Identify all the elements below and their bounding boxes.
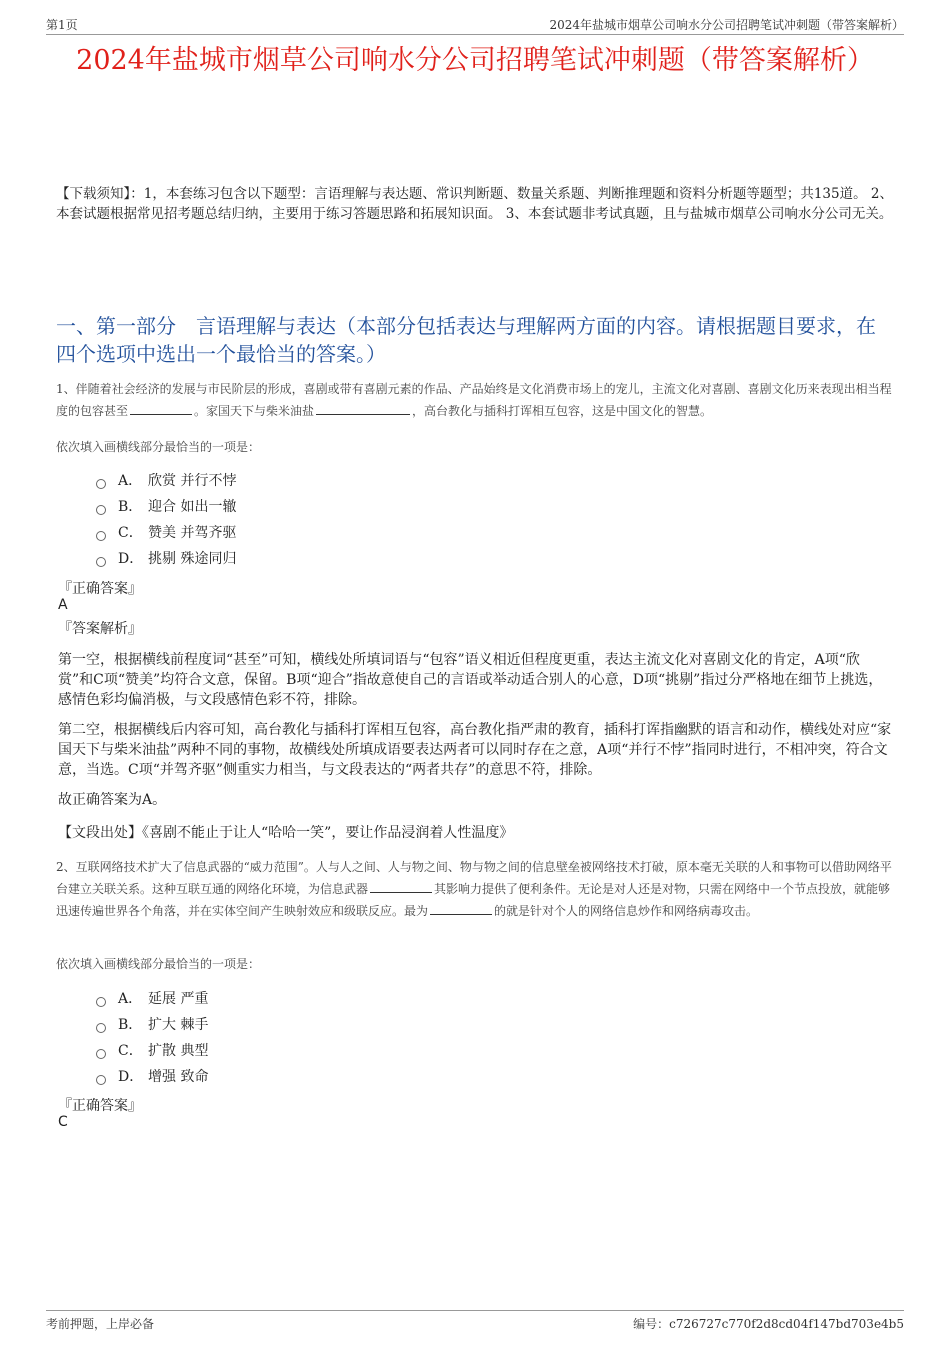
analysis-paragraph-2: 第二空，根据横线后内容可知，高台教化与插科打诨相互包容，高台教化指严肃的教育，插科打诨指幽默的语言和动作，横线处对应“家国天下与柴米油盐”两种不同的事物，故横线处所填成语要表达两者可以同时存在之意，A项“并行不悖”指同时进行，不相冲突，符合文意，当选。C项“并驾齐驱”侧重实力相当，与文段表达的“两者共存”的意思不符，排除。	[58, 722, 892, 778]
analysis-label: 『答案解析』	[58, 621, 142, 637]
question-1-options	[96, 468, 236, 572]
option-letter: C．	[118, 525, 143, 541]
question-1-text-part-3: ，高台教化与插科打诨相互包容，这是中国文化的智慧。	[412, 404, 713, 418]
option-letter: B．	[118, 499, 143, 515]
option-c[interactable]	[96, 520, 236, 546]
option-text: 扩大 棘手	[148, 1017, 209, 1033]
radio-icon[interactable]	[96, 531, 106, 541]
option-c[interactable]	[96, 1038, 208, 1064]
answer-value: C	[58, 1114, 68, 1130]
source-citation: 【文段出处】《喜剧不能止于让人“哈哈一笑”，要让作品浸润着人性温度》	[58, 825, 514, 841]
blank-line	[370, 878, 432, 893]
footer-slogan: 考前押题，上岸必备	[46, 1317, 155, 1331]
question-2-text-part-1: 2、互联网络技术扩大了信息武器的“威力范围”。人与人之间、人与物之间、物与物之间的信息壁垒被网络技术打破，原本毫无关联的人和事物可以借助网络平台建立关联关系。这种互联互通的网络化环境，为信息武器	[56, 860, 892, 896]
option-text: 增强 致命	[148, 1069, 209, 1085]
option-letter: D．	[118, 1069, 144, 1085]
question-1-text-part-1: 1、伴随着社会经济的发展与市民阶层的形成，喜剧或带有喜剧元素的作品、产品始终是文化消费市场上的宠儿，主流文化对喜剧、喜剧文化历来表现出相当程度的包容甚至	[56, 382, 892, 418]
question-2-text-part-3: 的就是针对个人的网络信息炒作和网络病毒攻击。	[494, 904, 759, 918]
option-text: 延展 严重	[148, 991, 209, 1007]
answer-label: 『正确答案』	[58, 1098, 142, 1114]
question-1-prompt: 依次填入画横线部分最恰当的一项是：	[56, 440, 261, 454]
blank-line	[130, 400, 192, 415]
option-letter: C．	[118, 1043, 143, 1059]
option-text: 迎合 如出一辙	[148, 499, 237, 515]
question-2-prompt: 依次填入画横线部分最恰当的一项是：	[56, 957, 261, 971]
document-title: 2024年盐城市烟草公司响水分公司招聘笔试冲刺题（带答案解析）	[76, 45, 874, 76]
question-2-options	[96, 986, 208, 1090]
radio-icon[interactable]	[96, 1075, 106, 1085]
option-b[interactable]	[96, 494, 236, 520]
option-letter: A．	[118, 473, 143, 489]
page-header	[46, 14, 904, 35]
footer-serial: 编号：c726727c770f2d8cd04f147bd703e4b5	[633, 1317, 904, 1331]
header-doc-title: 2024年盐城市烟草公司响水分公司招聘笔试冲刺题（带答案解析）	[549, 18, 904, 32]
answer-label: 『正确答案』	[58, 581, 142, 597]
page-number: 第1页	[46, 18, 78, 32]
answer-value: A	[58, 597, 68, 613]
radio-icon[interactable]	[96, 479, 106, 489]
blank-line	[316, 400, 410, 415]
option-a[interactable]	[96, 986, 208, 1012]
option-d[interactable]	[96, 546, 236, 572]
radio-icon[interactable]	[96, 1023, 106, 1033]
download-notice: 【下载须知】：1，本套练习包含以下题型：言语理解与表达题、常识判断题、数量关系题、判断推理题和资料分析题等题型；共135道。 2、本套试题根据常见招考题总结归纳，主要用于练习答题思路和拓展知识面。 3、本套试题非考试真题，且与盐城市烟草公司响水分公司无关。	[56, 186, 893, 222]
radio-icon[interactable]	[96, 557, 106, 567]
option-letter: B．	[118, 1017, 143, 1033]
radio-icon[interactable]	[96, 1049, 106, 1059]
option-letter: D．	[118, 551, 144, 567]
option-text: 赞美 并驾齐驱	[148, 525, 237, 541]
analysis-conclusion: 故正确答案为A。	[58, 792, 167, 808]
analysis-paragraph-1: 第一空，根据横线前程度词“甚至”可知，横线处所填词语与“包容”语义相近但程度更重，表达主流文化对喜剧文化的肯定，A项“欣赏”和C项“赞美”均符合文意，保留。B项“迎合”指故意使自己的言语或举动适合别人的心意，D项“挑剔”指过分严格地在细节上挑选，感情色彩均偏消极，与文段感情色彩不符，排除。	[58, 652, 883, 708]
option-d[interactable]	[96, 1064, 208, 1090]
question-2-text-part-2: 其影响力提供了便利条件。无论是对人还是对物，只需在网络中一个节点投放，就能够迅速传遍世界各个角落，并在实体空间产生映射效应和级联反应。最为	[56, 882, 891, 918]
option-a[interactable]	[96, 468, 236, 494]
option-b[interactable]	[96, 1012, 208, 1038]
option-text: 欣赏 并行不悖	[148, 473, 237, 489]
blank-line	[430, 900, 492, 915]
radio-icon[interactable]	[96, 997, 106, 1007]
question-1-text	[56, 378, 894, 422]
radio-icon[interactable]	[96, 505, 106, 515]
option-text: 挑剔 殊途同归	[148, 551, 237, 567]
section-title: 一、第一部分 言语理解与表达（本部分包括表达与理解两方面的内容。请根据题目要求，在四个选项中选出一个最恰当的答案。）	[56, 314, 876, 366]
page-footer	[46, 1310, 904, 1331]
question-2-text	[56, 856, 894, 922]
option-text: 扩散 典型	[148, 1043, 209, 1059]
question-1-text-part-2: 。家国天下与柴米油盐	[194, 404, 315, 418]
option-letter: A．	[118, 991, 143, 1007]
